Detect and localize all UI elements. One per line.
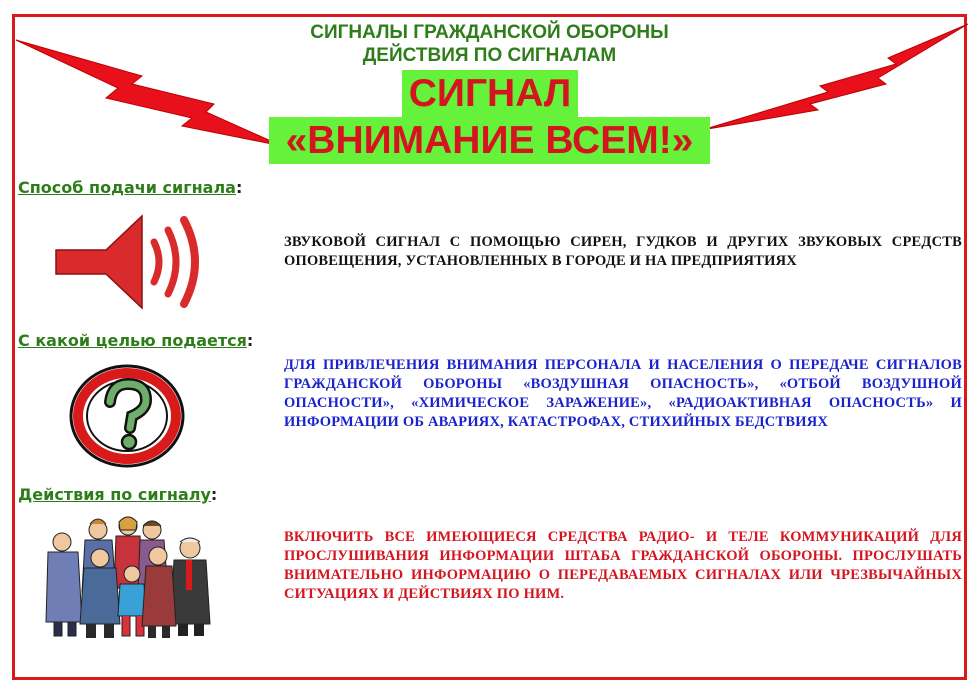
section-title: С какой целью подается	[18, 331, 247, 350]
section-title: Действия по сигналу	[18, 485, 211, 504]
purpose-text: ДЛЯ ПРИВЛЕЧЕНИЯ ВНИМАНИЯ ПЕРСОНАЛА И НАСЕЛЕНИЯ О ПЕРЕДАЧЕ СИГНАЛОВ ГРАЖДАНСКОЙ ОБОРОНЫ «ВОЗДУШНАЯ ОПАСНОСТЬ», «ОТБОЙ ВОЗДУШНОЙ ОПАСНОСТИ», «ХИМИЧЕСКОЕ ЗАРАЖЕНИЕ», «РАДИОАКТИВНАЯ ОПАСНОСТЬ» И ИНФОРМАЦИИ ОБ АВАРИЯХ, КАТАСТРОФАХ, СТИХИЙНЫХ БЕДСТВИЯХ	[284, 357, 962, 430]
section-heading-actions: Действия по сигналу:	[18, 485, 218, 504]
header-title-line1: СИГНАЛЫ ГРАЖДАНСКОЙ ОБОРОНЫ	[310, 22, 669, 43]
question-icon	[66, 360, 188, 472]
section-heading-method: Способ подачи сигнала:	[18, 178, 243, 197]
section-title: Способ подачи сигнала	[18, 178, 236, 197]
actions-text: ВКЛЮЧИТЬ ВСЕ ИМЕЮЩИЕСЯ СРЕДСТВА РАДИО- И ТЕЛЕ КОММУНИКАЦИЙ ДЛЯ ПРОСЛУШИВАНИЯ ИНФОРМАЦИИ ШТАБА ГРАЖДАНСКОЙ ОБОРОНЫ. ПРОСЛУШАТЬ ВНИМАТЕЛЬНО ИНФОРМАЦИЮ О ПЕРЕДАВАЕМЫХ СИГНАЛАХ ИЛИ ЧРЕЗВЫЧАЙНЫХ СИТУАЦИЯХ И ДЕЙСТВИЯХ ПО НИМ.	[284, 529, 962, 602]
people-group-icon	[40, 512, 215, 640]
speaker-icon	[50, 212, 210, 312]
method-text: ЗВУКОВОЙ СИГНАЛ С ПОМОЩЬЮ СИРЕН, ГУДКОВ И ДРУГИХ ЗВУКОВЫХ СРЕДСТВ ОПОВЕЩЕНИЯ, УСТАНОВЛЕННЫХ В ГОРОДЕ И НА ПРЕДПРИЯТИЯХ	[284, 234, 962, 269]
signal-name: «ВНИМАНИЕ ВСЕМ!»	[269, 117, 710, 164]
section-heading-purpose: С какой целью подается:	[18, 331, 254, 350]
signal-label: СИГНАЛ	[402, 70, 578, 117]
header-title-line2: ДЕЙСТВИЯ ПО СИГНАЛАМ	[362, 45, 617, 66]
